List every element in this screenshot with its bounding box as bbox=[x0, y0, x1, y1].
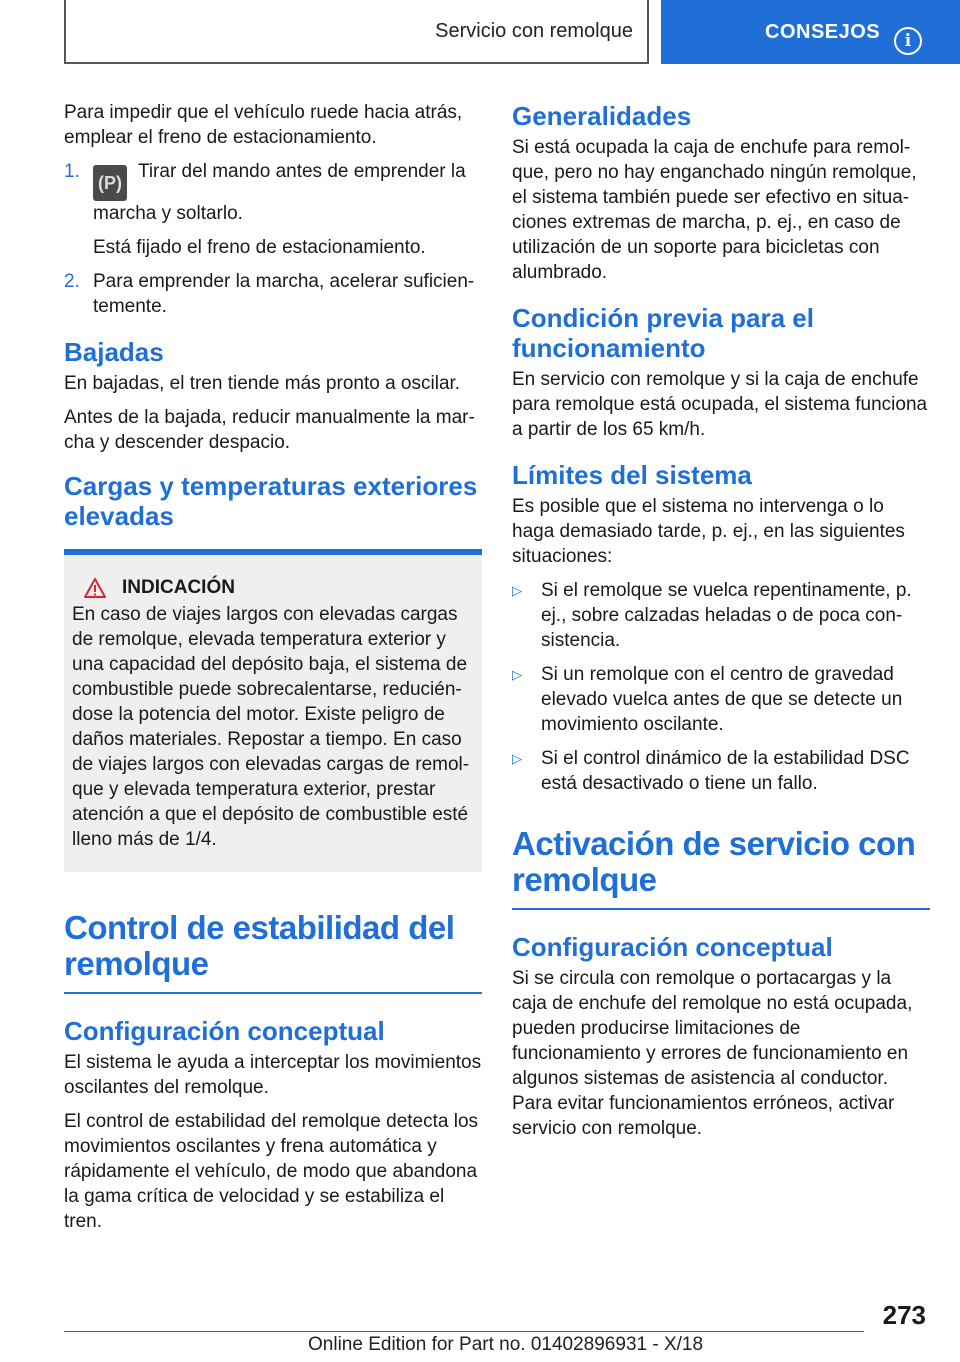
heading-configuracion-1: Configuración conceptual bbox=[64, 1016, 385, 1046]
left-column bbox=[64, 100, 482, 1243]
header-chapter-label: CONSEJOS bbox=[765, 20, 881, 43]
step-number: 1. bbox=[64, 161, 80, 182]
control-paragraph-2: El control de estabilidad del remolque detecta los movimientos oscilantes y frena automática y rápidamente el vehículo, de modo que abandona la gama crítica de velocidad y se estabiliza el tren. bbox=[64, 1111, 479, 1232]
generalidades-paragraph: Si está ocupada la caja de enchufe para remolque, pero no hay enganchado ningún remolque, el sistema también puede ser efectivo en situaciones extremas de marcha, p. ej., en caso de utilización de un soporte para bicicletas con alumbrado. bbox=[512, 137, 917, 283]
note-box bbox=[64, 549, 482, 872]
bajadas-paragraph-2: Antes de la bajada, reducir manualmente la marcha y descender despacio. bbox=[64, 407, 475, 453]
activacion-paragraph: Si se circula con remolque o portacargas y la caja de enchufe del remolque no está ocupada, pueden producirse limitaciones de funcionamiento y errores de funcionamiento en algunos sistemas de asistencia al conductor. Para evitar funcionamientos erróneos, activar servicio con remolque. bbox=[512, 968, 913, 1139]
step-2 bbox=[64, 269, 482, 319]
heading-limites: Límites del sistema bbox=[512, 460, 752, 490]
note-title-row bbox=[72, 577, 474, 599]
bullet-triangle-icon: ▷ bbox=[512, 667, 522, 682]
step-number: 2. bbox=[64, 271, 80, 292]
list-item: ▷ Si el control dinámico de la estabilidad DSC está desactivado o tiene un fallo. bbox=[512, 748, 910, 794]
parking-brake-icon: (P) bbox=[93, 165, 127, 201]
note-text: En caso de viajes largos con elevadas cargas de remolque, elevada temperatura exterior y una capacidad del depósito baja, el sistema de combustible puede sobrecalentarse, reduciéndose la potencia del motor. Existe peligro de daños materiales. Repostar a tiempo. En caso de viajes largos con elevadas cargas de remolque y elevada temperatura exterior, prestar atención a que el depósito de combustible esté lleno más de 1/4. bbox=[72, 604, 470, 850]
step-1-result: Está fijado el freno de estacionamiento. bbox=[93, 237, 426, 258]
limites-paragraph: Es posible que el sistema no intervenga o lo haga demasiado tarde, p. ej., en las siguientes situaciones: bbox=[512, 496, 905, 567]
step-text: Para emprender la marcha, acelerar suficientemente. bbox=[93, 271, 475, 317]
heading-cargas: Cargas y temperaturas exteriores elevadas bbox=[64, 471, 478, 531]
footer-divider bbox=[64, 1331, 864, 1332]
heading-control-estabilidad: Control de estabilidad del remolque bbox=[64, 910, 482, 994]
intro-paragraph: Para impedir que el vehículo ruede hacia atrás, emplear el freno de estacionamiento. bbox=[64, 102, 463, 148]
list-item: ▷ Si el remolque se vuelca repentinamente, p. ej., sobre calzadas heladas o de poca consistencia. bbox=[512, 580, 912, 651]
control-paragraph-1: El sistema le ayuda a interceptar los movimientos oscilantes del remolque. bbox=[64, 1052, 482, 1098]
step-1 bbox=[64, 159, 482, 226]
warning-icon bbox=[84, 578, 106, 598]
bullet-triangle-icon: ▷ bbox=[512, 751, 522, 766]
heading-configuracion-2: Configuración conceptual bbox=[512, 932, 833, 962]
info-icon[interactable]: i bbox=[894, 27, 922, 55]
note-title: INDICACIÓN bbox=[122, 577, 235, 598]
right-column bbox=[512, 101, 930, 1150]
header-section-box bbox=[64, 0, 649, 64]
bajadas-paragraph-1: En bajadas, el tren tiende más pronto a oscilar. bbox=[64, 373, 461, 394]
footer-edition: Online Edition for Part no. 01402896931 - X/18 bbox=[308, 1334, 704, 1355]
header-section-title: Servicio con remolque bbox=[435, 19, 633, 42]
heading-generalidades: Generalidades bbox=[512, 101, 692, 131]
heading-condicion: Condición previa para el funcionamiento bbox=[512, 303, 814, 363]
step-text: Tirar del mando antes de emprender la marcha y soltarlo. bbox=[93, 161, 466, 224]
condicion-paragraph: En servicio con remolque y si la caja de enchufe para remolque está ocupada, el sistema funciona a partir de los 65 km/h. bbox=[512, 369, 928, 440]
bullet-triangle-icon: ▷ bbox=[512, 583, 522, 598]
heading-activacion: Activación de servicio con remolque bbox=[512, 826, 930, 910]
page-number: 273 bbox=[882, 1300, 926, 1330]
list-item: ▷ Si un remolque con el centro de gravedad elevado vuelca antes de que se detecte un movimiento oscilante. bbox=[512, 664, 903, 735]
heading-bajadas: Bajadas bbox=[64, 337, 164, 367]
